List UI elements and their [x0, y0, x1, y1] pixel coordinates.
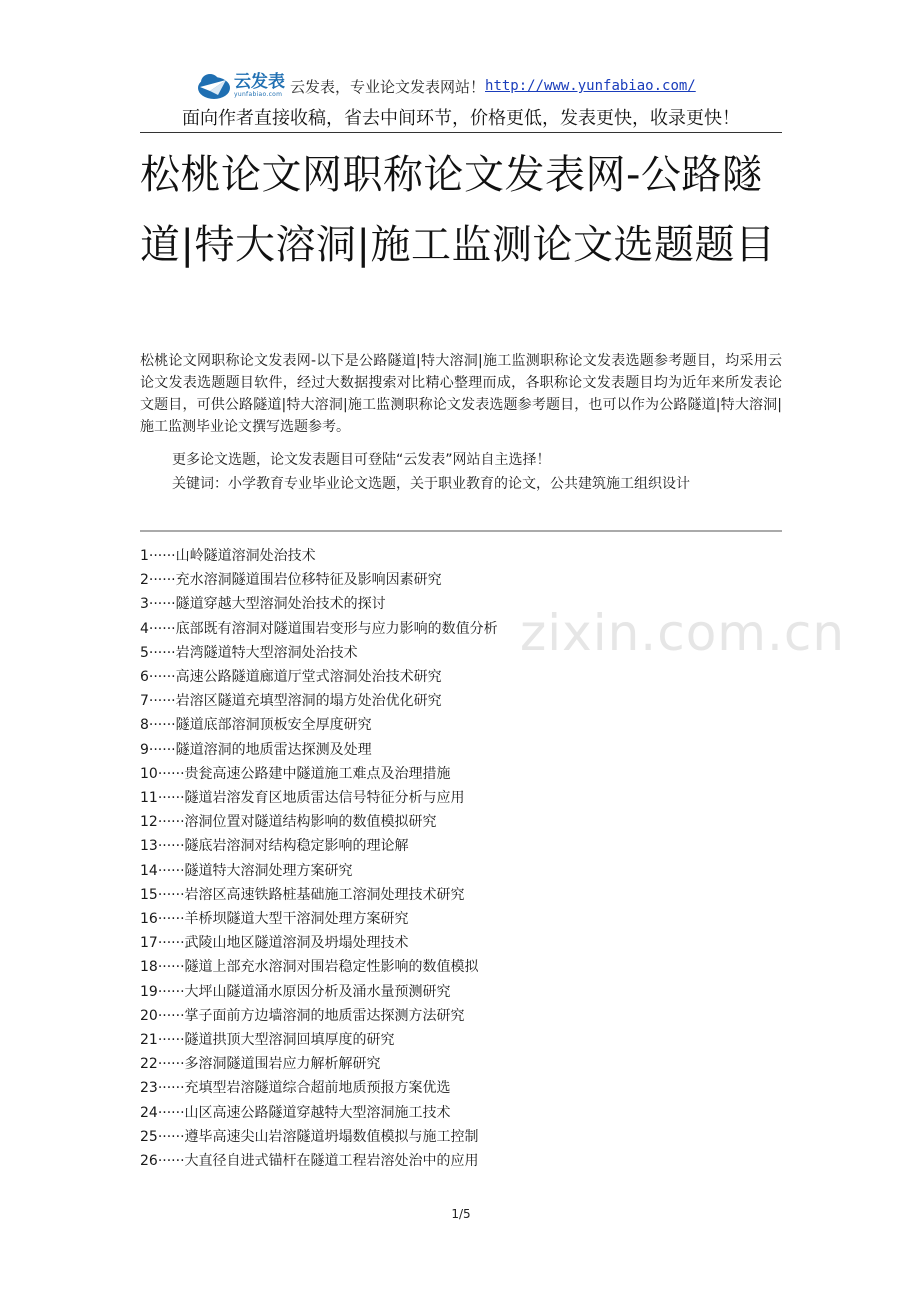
list-item: 22······多溶洞隧道围岩应力解析解研究 [140, 1056, 381, 1073]
site-slogan: 云发表，专业论文发表网站！ [290, 77, 486, 96]
site-header [196, 68, 756, 104]
list-item: 21······隧道拱顶大型溶洞回填厚度的研究 [140, 1032, 395, 1049]
logo-cloud-icon [196, 71, 232, 101]
logo-domain: yunfabiao.com [234, 91, 283, 98]
list-item: 18······隧道上部充水溶洞对围岩稳定性影响的数值模拟 [140, 959, 479, 976]
header-divider [140, 132, 782, 133]
list-item: 6······高速公路隧道廊道厅堂式溶洞处治技术研究 [140, 669, 442, 686]
list-item: 20······掌子面前方边墙溶洞的地质雷达探测方法研究 [140, 1007, 465, 1024]
site-tagline: 面向作者直接收稿，省去中间环节，价格更低，发表更快，收录更快！ [182, 108, 740, 129]
more-topics-note: 更多论文选题，论文发表题目可登陆“云发表”网站自主选择！ [172, 452, 551, 468]
keywords-line: 关键词：小学教育专业毕业论文选题，关于职业教育的论文，公共建筑施工组织设计 [172, 476, 690, 492]
list-item: 16······羊桥坝隧道大型干溶洞处理方案研究 [140, 911, 409, 928]
list-item: 10······贵瓮高速公路建中隧道施工难点及治理措施 [140, 765, 451, 782]
list-item: 8······隧道底部溶洞顶板安全厚度研究 [140, 717, 372, 734]
list-item: 4······底部既有溶洞对隧道围岩变形与应力影响的数值分析 [140, 620, 498, 637]
list-item: 1······山岭隧道溶洞处治技术 [140, 548, 316, 564]
watermark: zixin.com.cn [520, 604, 846, 662]
list-item: 26······大直径自进式锚杆在隧道工程岩溶处治中的应用 [140, 1153, 479, 1170]
list-item: 23······充填型岩溶隧道综合超前地质预报方案优选 [140, 1080, 451, 1097]
list-item: 3······隧道穿越大型溶洞处治技术的探讨 [140, 596, 386, 613]
list-item: 9······隧道溶洞的地质雷达探测及处理 [140, 741, 372, 758]
page-number: 1/5 [451, 1207, 471, 1221]
list-item: 24······山区高速公路隧道穿越特大型溶洞施工技术 [140, 1104, 451, 1121]
list-item: 12······溶洞位置对隧道结构影响的数值模拟研究 [140, 814, 437, 831]
list-item: 17······武陵山地区隧道溶洞及坍塌处理技术 [140, 935, 409, 952]
topic-list [140, 544, 498, 1173]
list-item: 2······充水溶洞隧道围岩位移特征及影响因素研究 [140, 572, 442, 589]
list-item: 19······大坪山隧道涌水原因分析及涌水量预测研究 [140, 983, 451, 1000]
list-item: 14······隧道特大溶洞处理方案研究 [140, 862, 353, 879]
list-item: 13······隧底岩溶洞对结构稳定影响的理论解 [140, 838, 409, 855]
list-item: 11······隧道岩溶发育区地质雷达信号特征分析与应用 [140, 790, 465, 807]
site-url-link[interactable]: http://www.yunfabiao.com/ [485, 78, 696, 94]
site-logo[interactable] [196, 69, 288, 103]
logo-name: 云发表 [234, 72, 285, 92]
document-title: 松桃论文网职称论文发表网-公路隧道|特大溶洞|施工监测论文选题题目 [140, 152, 776, 268]
list-item: 15······岩溶区高速铁路桩基础施工溶洞处理技术研究 [140, 886, 465, 903]
list-item: 7······岩溶区隧道充填型溶洞的塌方处治优化研究 [140, 693, 442, 710]
list-item: 5······岩湾隧道特大型溶洞处治技术 [140, 644, 358, 661]
list-item: 25······遵毕高速尖山岩溶隧道坍塌数值模拟与施工控制 [140, 1128, 479, 1145]
list-divider [140, 530, 782, 532]
intro-paragraph: 松桃论文网职称论文发表网-以下是公路隧道|特大溶洞|施工监测职称论文发表选题参考题目，均采用云论文发表选题题目软件，经过大数据搜索对比精心整理而成，各职称论文发表题目均为近年来所发表论文题目，可供公路隧道|特大溶洞|施工监测职称论文发表选题参考题目，也可以作为公路隧道|特大溶洞|施工监测毕业论文撰写选题参考。 [140, 353, 782, 435]
